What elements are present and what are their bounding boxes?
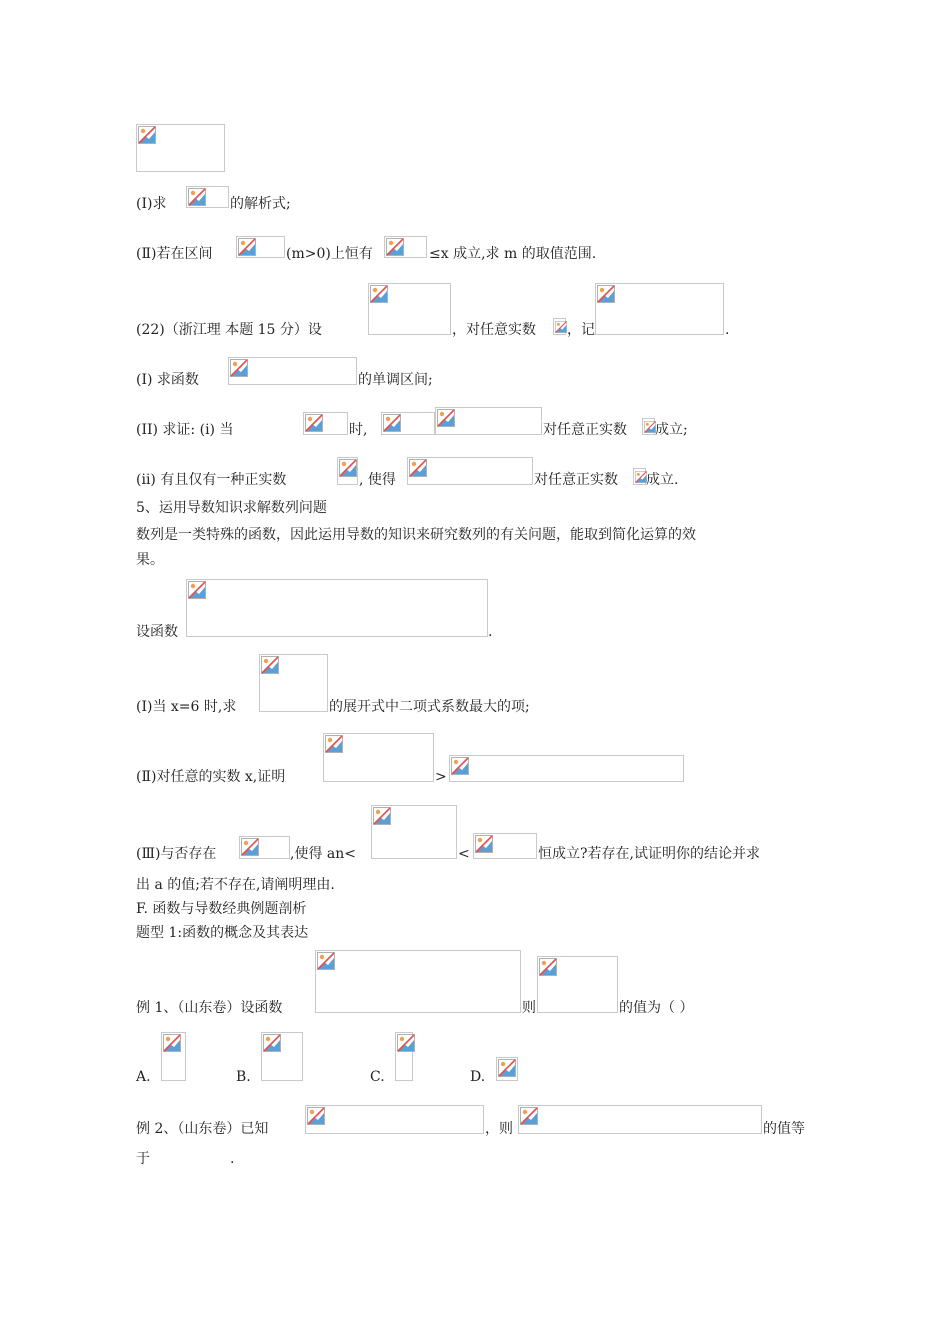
text-line: (Ⅱ)对任意的实数 x,证明	[136, 769, 286, 785]
broken-image-icon	[451, 757, 469, 775]
option-d-image	[496, 1057, 518, 1081]
formula-image	[595, 283, 724, 335]
text-line: ，则	[485, 1121, 513, 1137]
option-b-label: B.	[236, 1069, 251, 1085]
formula-image	[381, 412, 435, 435]
text-line: 则	[522, 1000, 536, 1016]
broken-image-icon	[307, 1107, 325, 1125]
formula-image	[303, 412, 348, 435]
formula-image	[186, 579, 488, 637]
broken-image-icon	[383, 414, 401, 432]
text-line: (Ⅰ)当 x=6 时,求	[136, 699, 237, 715]
text-line: 时,	[349, 422, 368, 438]
broken-image-icon	[188, 188, 206, 206]
broken-image-icon	[163, 1034, 181, 1052]
broken-image-icon	[409, 459, 427, 477]
option-d-label: D.	[470, 1069, 486, 1085]
formula-image	[337, 457, 358, 485]
text-line: (Ⅰ)求	[136, 196, 167, 212]
text-line: (Ⅲ)与否存在	[136, 846, 217, 862]
text-line: ，记	[567, 322, 595, 338]
formula-image	[239, 836, 290, 859]
text-line: .	[230, 1151, 235, 1167]
formula-image	[435, 407, 542, 435]
text-line: 成立;	[655, 422, 688, 438]
broken-image-icon	[370, 285, 388, 303]
text-line: 例 1、（山东卷）设函数	[136, 1000, 283, 1016]
formula-image-small	[642, 418, 655, 435]
text-line: ≤x 成立,求 m 的取值范围.	[429, 246, 597, 262]
broken-image-icon	[241, 838, 259, 856]
text-line: <	[458, 846, 470, 862]
option-b-image	[261, 1032, 303, 1081]
text-line: ,使得 an<	[290, 846, 356, 862]
formula-image	[384, 236, 427, 258]
broken-image-icon	[475, 835, 493, 853]
text-line: .	[488, 624, 493, 640]
broken-image-icon	[386, 238, 404, 256]
formula-image-small	[633, 468, 646, 485]
section-heading: 题型 1:函数的概念及其表达	[136, 925, 309, 941]
formula-image	[449, 755, 684, 782]
text-line: 的值等	[763, 1121, 805, 1137]
text-line: 于	[136, 1151, 150, 1167]
broken-image-icon	[305, 414, 323, 432]
section-heading: F. 函数与导数经典例题剖析	[136, 901, 307, 917]
text-line: (II) 求证: (ⅰ) 当	[136, 422, 234, 438]
formula-image	[368, 283, 451, 335]
formula-image-top	[136, 124, 225, 172]
paragraph: 果。	[136, 552, 164, 568]
broken-image-icon	[261, 656, 279, 674]
broken-image-icon	[339, 459, 357, 477]
formula-image	[228, 357, 357, 385]
text-line: 设函数	[136, 624, 178, 640]
broken-image-icon	[317, 952, 335, 970]
option-a-label: A.	[136, 1069, 151, 1085]
formula-image	[305, 1105, 484, 1134]
option-c-label: C.	[370, 1069, 385, 1085]
broken-image-icon	[230, 359, 248, 377]
option-c-image	[395, 1032, 413, 1081]
broken-image-icon	[597, 285, 615, 303]
text-line: 的解析式;	[230, 196, 291, 212]
text-line: 的展开式中二项式系数最大的项;	[329, 699, 530, 715]
broken-image-icon	[325, 735, 343, 753]
formula-image	[323, 733, 434, 782]
text-line: 恒成立?若存在,试证明你的结论并求	[538, 846, 760, 862]
text-line: >	[435, 769, 447, 785]
broken-image-icon	[498, 1059, 516, 1077]
text-line: ，对任意实数	[452, 322, 536, 338]
text-line: , 使得	[359, 472, 396, 488]
broken-image-icon	[555, 320, 567, 334]
formula-image	[537, 956, 618, 1013]
text-line: 成立.	[646, 472, 679, 488]
broken-image-icon	[263, 1034, 281, 1052]
text-line: (I) 求函数	[136, 372, 199, 388]
formula-image	[186, 186, 229, 208]
text-line: 的值为（ ）	[619, 1000, 694, 1016]
formula-image	[407, 457, 533, 485]
broken-image-icon	[397, 1034, 415, 1052]
text-line: 的单调区间;	[358, 372, 433, 388]
text-line: 例 2、（山东卷）已知	[136, 1121, 269, 1137]
formula-image	[518, 1105, 762, 1134]
formula-image	[315, 950, 521, 1013]
formula-image-small	[553, 318, 566, 335]
paragraph: 数列是一类特殊的函数，因此运用导数的知识来研究数列的有关问题，能取到简化运算的效	[136, 527, 696, 543]
formula-image	[371, 805, 457, 859]
text-line: (Ⅱ)若在区间	[136, 246, 213, 262]
text-line: (22)（浙江理 本题 15 分）设	[136, 322, 322, 338]
text-line: (m>0)上恒有	[286, 246, 373, 262]
broken-image-icon	[373, 807, 391, 825]
broken-image-icon	[520, 1107, 538, 1125]
section-heading: 5、运用导数知识求解数列问题	[136, 500, 327, 516]
formula-image	[473, 833, 537, 859]
broken-image-icon	[188, 581, 206, 599]
text-line: 对任意正实数	[543, 422, 627, 438]
text-line: (ⅱ) 有且仅有一种正实数	[136, 472, 287, 488]
text-line: 对任意正实数	[534, 472, 618, 488]
option-a-image	[161, 1032, 186, 1081]
broken-image-icon	[437, 409, 455, 427]
text-line: 出 a 的值;若不存在,请阐明理由.	[136, 877, 335, 893]
formula-image	[259, 654, 328, 712]
broken-image-icon	[238, 238, 256, 256]
broken-image-icon	[138, 126, 156, 144]
text-line: .	[725, 322, 730, 338]
broken-image-icon	[539, 958, 557, 976]
formula-image	[236, 236, 285, 258]
